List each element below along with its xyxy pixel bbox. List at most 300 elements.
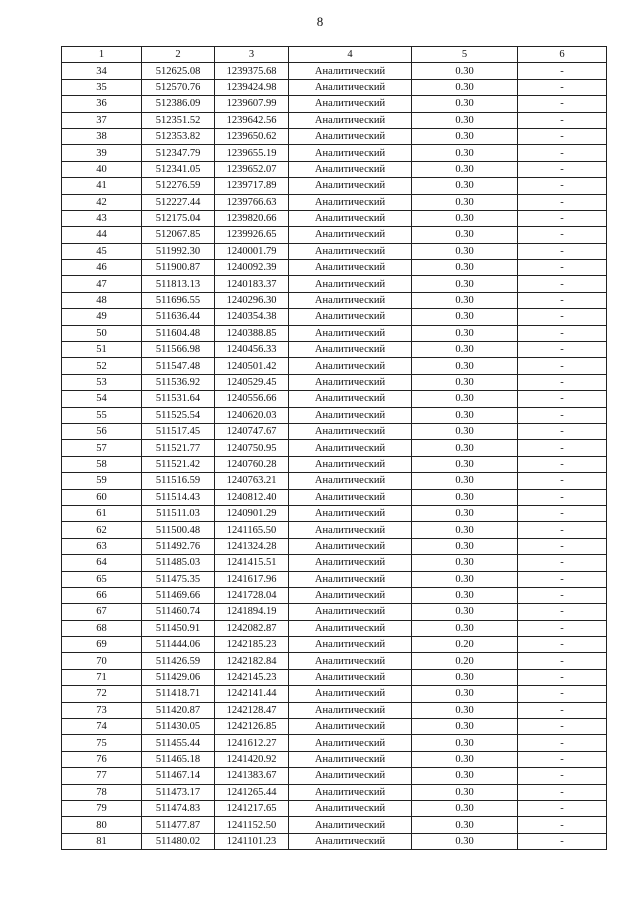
y-coordinate-cell: 1239375.68 xyxy=(215,63,289,79)
x-coordinate-cell: 511636.44 xyxy=(142,309,215,325)
x-coordinate-cell: 512175.04 xyxy=(142,210,215,226)
x-coordinate-cell: 511525.54 xyxy=(142,407,215,423)
method-cell: Аналитический xyxy=(289,571,412,587)
method-cell: Аналитический xyxy=(289,620,412,636)
table-row xyxy=(62,620,607,636)
table-row xyxy=(62,292,607,308)
y-coordinate-cell: 1240747.67 xyxy=(215,423,289,439)
y-coordinate-cell: 1240529.45 xyxy=(215,374,289,390)
point-number-cell: 38 xyxy=(62,128,142,144)
accuracy-cell: 0.30 xyxy=(412,128,518,144)
y-coordinate-cell: 1239655.19 xyxy=(215,145,289,161)
notes-cell: - xyxy=(518,79,607,95)
accuracy-cell: 0.30 xyxy=(412,391,518,407)
header-row xyxy=(62,47,607,63)
accuracy-cell: 0.30 xyxy=(412,112,518,128)
x-coordinate-cell: 511696.55 xyxy=(142,292,215,308)
y-coordinate-cell: 1241612.27 xyxy=(215,735,289,751)
notes-cell: - xyxy=(518,522,607,538)
accuracy-cell: 0.30 xyxy=(412,161,518,177)
y-coordinate-cell: 1242145.23 xyxy=(215,669,289,685)
method-cell: Аналитический xyxy=(289,505,412,521)
table-row xyxy=(62,112,607,128)
method-cell: Аналитический xyxy=(289,800,412,816)
table-row xyxy=(62,63,607,79)
notes-cell: - xyxy=(518,112,607,128)
point-number-cell: 39 xyxy=(62,145,142,161)
x-coordinate-cell: 511813.13 xyxy=(142,276,215,292)
accuracy-cell: 0.30 xyxy=(412,79,518,95)
table-row xyxy=(62,374,607,390)
accuracy-cell: 0.30 xyxy=(412,342,518,358)
x-coordinate-cell: 511477.87 xyxy=(142,817,215,833)
column-header-3: 3 xyxy=(215,47,289,63)
table-row xyxy=(62,604,607,620)
point-number-cell: 77 xyxy=(62,768,142,784)
accuracy-cell: 0.30 xyxy=(412,194,518,210)
point-number-cell: 53 xyxy=(62,374,142,390)
notes-cell: - xyxy=(518,374,607,390)
method-cell: Аналитический xyxy=(289,260,412,276)
method-cell: Аналитический xyxy=(289,751,412,767)
notes-cell: - xyxy=(518,210,607,226)
y-coordinate-cell: 1242141.44 xyxy=(215,686,289,702)
method-cell: Аналитический xyxy=(289,128,412,144)
y-coordinate-cell: 1239820.66 xyxy=(215,210,289,226)
notes-cell: - xyxy=(518,489,607,505)
y-coordinate-cell: 1240760.28 xyxy=(215,456,289,472)
table-row xyxy=(62,210,607,226)
notes-cell: - xyxy=(518,833,607,849)
accuracy-cell: 0.30 xyxy=(412,260,518,276)
method-cell: Аналитический xyxy=(289,784,412,800)
accuracy-cell: 0.20 xyxy=(412,653,518,669)
accuracy-cell: 0.30 xyxy=(412,784,518,800)
table-row xyxy=(62,784,607,800)
accuracy-cell: 0.30 xyxy=(412,669,518,685)
table-row xyxy=(62,751,607,767)
accuracy-cell: 0.30 xyxy=(412,292,518,308)
y-coordinate-cell: 1241324.28 xyxy=(215,538,289,554)
accuracy-cell: 0.30 xyxy=(412,538,518,554)
y-coordinate-cell: 1240750.95 xyxy=(215,440,289,456)
y-coordinate-cell: 1241383.67 xyxy=(215,768,289,784)
point-number-cell: 72 xyxy=(62,686,142,702)
notes-cell: - xyxy=(518,276,607,292)
column-header-2: 2 xyxy=(142,47,215,63)
accuracy-cell: 0.30 xyxy=(412,227,518,243)
notes-cell: - xyxy=(518,587,607,603)
method-cell: Аналитический xyxy=(289,423,412,439)
table-row xyxy=(62,243,607,259)
accuracy-cell: 0.30 xyxy=(412,440,518,456)
point-number-cell: 61 xyxy=(62,505,142,521)
accuracy-cell: 0.30 xyxy=(412,145,518,161)
accuracy-cell: 0.30 xyxy=(412,456,518,472)
y-coordinate-cell: 1241101.23 xyxy=(215,833,289,849)
x-coordinate-cell: 511604.48 xyxy=(142,325,215,341)
point-number-cell: 79 xyxy=(62,800,142,816)
method-cell: Аналитический xyxy=(289,473,412,489)
x-coordinate-cell: 511992.30 xyxy=(142,243,215,259)
x-coordinate-cell: 511531.64 xyxy=(142,391,215,407)
table-row xyxy=(62,227,607,243)
point-number-cell: 44 xyxy=(62,227,142,243)
column-header-1: 1 xyxy=(62,47,142,63)
table-row xyxy=(62,817,607,833)
point-number-cell: 81 xyxy=(62,833,142,849)
accuracy-cell: 0.30 xyxy=(412,407,518,423)
table-row xyxy=(62,145,607,161)
x-coordinate-cell: 511517.45 xyxy=(142,423,215,439)
x-coordinate-cell: 511420.87 xyxy=(142,702,215,718)
method-cell: Аналитический xyxy=(289,194,412,210)
table-row xyxy=(62,456,607,472)
notes-cell: - xyxy=(518,309,607,325)
notes-cell: - xyxy=(518,538,607,554)
point-number-cell: 69 xyxy=(62,637,142,653)
point-number-cell: 45 xyxy=(62,243,142,259)
notes-cell: - xyxy=(518,669,607,685)
accuracy-cell: 0.30 xyxy=(412,768,518,784)
accuracy-cell: 0.30 xyxy=(412,243,518,259)
point-number-cell: 43 xyxy=(62,210,142,226)
notes-cell: - xyxy=(518,391,607,407)
point-number-cell: 66 xyxy=(62,587,142,603)
column-header-5: 5 xyxy=(412,47,518,63)
y-coordinate-cell: 1239650.62 xyxy=(215,128,289,144)
point-number-cell: 71 xyxy=(62,669,142,685)
y-coordinate-cell: 1239652.07 xyxy=(215,161,289,177)
accuracy-cell: 0.30 xyxy=(412,817,518,833)
x-coordinate-cell: 512386.09 xyxy=(142,96,215,112)
table-row xyxy=(62,833,607,849)
table-row xyxy=(62,128,607,144)
x-coordinate-cell: 512341.05 xyxy=(142,161,215,177)
x-coordinate-cell: 511455.44 xyxy=(142,735,215,751)
table-row xyxy=(62,79,607,95)
point-number-cell: 37 xyxy=(62,112,142,128)
table-row xyxy=(62,96,607,112)
x-coordinate-cell: 511450.91 xyxy=(142,620,215,636)
y-coordinate-cell: 1241415.51 xyxy=(215,555,289,571)
notes-cell: - xyxy=(518,604,607,620)
notes-cell: - xyxy=(518,719,607,735)
x-coordinate-cell: 512347.79 xyxy=(142,145,215,161)
x-coordinate-cell: 511492.76 xyxy=(142,538,215,554)
y-coordinate-cell: 1240456.33 xyxy=(215,342,289,358)
x-coordinate-cell: 511418.71 xyxy=(142,686,215,702)
x-coordinate-cell: 512353.82 xyxy=(142,128,215,144)
notes-cell: - xyxy=(518,456,607,472)
notes-cell: - xyxy=(518,768,607,784)
method-cell: Аналитический xyxy=(289,96,412,112)
y-coordinate-cell: 1240354.38 xyxy=(215,309,289,325)
x-coordinate-cell: 512276.59 xyxy=(142,178,215,194)
accuracy-cell: 0.30 xyxy=(412,374,518,390)
table-row xyxy=(62,161,607,177)
x-coordinate-cell: 511516.59 xyxy=(142,473,215,489)
y-coordinate-cell: 1241420.92 xyxy=(215,751,289,767)
x-coordinate-cell: 512625.08 xyxy=(142,63,215,79)
x-coordinate-cell: 511514.43 xyxy=(142,489,215,505)
method-cell: Аналитический xyxy=(289,227,412,243)
point-number-cell: 65 xyxy=(62,571,142,587)
point-number-cell: 63 xyxy=(62,538,142,554)
y-coordinate-cell: 1241728.04 xyxy=(215,587,289,603)
point-number-cell: 60 xyxy=(62,489,142,505)
method-cell: Аналитический xyxy=(289,358,412,374)
x-coordinate-cell: 511500.48 xyxy=(142,522,215,538)
y-coordinate-cell: 1240556.66 xyxy=(215,391,289,407)
point-number-cell: 47 xyxy=(62,276,142,292)
point-number-cell: 64 xyxy=(62,555,142,571)
x-coordinate-cell: 511480.02 xyxy=(142,833,215,849)
table-row xyxy=(62,178,607,194)
x-coordinate-cell: 511475.35 xyxy=(142,571,215,587)
table-row xyxy=(62,325,607,341)
accuracy-cell: 0.30 xyxy=(412,473,518,489)
method-cell: Аналитический xyxy=(289,210,412,226)
notes-cell: - xyxy=(518,128,607,144)
x-coordinate-cell: 512067.85 xyxy=(142,227,215,243)
table-row xyxy=(62,669,607,685)
accuracy-cell: 0.30 xyxy=(412,686,518,702)
y-coordinate-cell: 1240901.29 xyxy=(215,505,289,521)
x-coordinate-cell: 511460.74 xyxy=(142,604,215,620)
method-cell: Аналитический xyxy=(289,456,412,472)
y-coordinate-cell: 1241265.44 xyxy=(215,784,289,800)
x-coordinate-cell: 511536.92 xyxy=(142,374,215,390)
table-row xyxy=(62,391,607,407)
accuracy-cell: 0.30 xyxy=(412,178,518,194)
y-coordinate-cell: 1240092.39 xyxy=(215,260,289,276)
table-row xyxy=(62,194,607,210)
table-row xyxy=(62,555,607,571)
y-coordinate-cell: 1240501.42 xyxy=(215,358,289,374)
notes-cell: - xyxy=(518,63,607,79)
accuracy-cell: 0.20 xyxy=(412,637,518,653)
point-number-cell: 59 xyxy=(62,473,142,489)
notes-cell: - xyxy=(518,161,607,177)
table-row xyxy=(62,260,607,276)
point-number-cell: 70 xyxy=(62,653,142,669)
table-row xyxy=(62,637,607,653)
table-row xyxy=(62,653,607,669)
method-cell: Аналитический xyxy=(289,555,412,571)
y-coordinate-cell: 1240812.40 xyxy=(215,489,289,505)
accuracy-cell: 0.30 xyxy=(412,719,518,735)
method-cell: Аналитический xyxy=(289,391,412,407)
table-row xyxy=(62,440,607,456)
y-coordinate-cell: 1239424.98 xyxy=(215,79,289,95)
y-coordinate-cell: 1239926.65 xyxy=(215,227,289,243)
table-row xyxy=(62,505,607,521)
x-coordinate-cell: 511511.03 xyxy=(142,505,215,521)
notes-cell: - xyxy=(518,178,607,194)
point-number-cell: 41 xyxy=(62,178,142,194)
accuracy-cell: 0.30 xyxy=(412,63,518,79)
column-header-4: 4 xyxy=(289,47,412,63)
method-cell: Аналитический xyxy=(289,489,412,505)
point-number-cell: 42 xyxy=(62,194,142,210)
notes-cell: - xyxy=(518,817,607,833)
table-header xyxy=(62,47,607,63)
table-row xyxy=(62,800,607,816)
point-number-cell: 58 xyxy=(62,456,142,472)
notes-cell: - xyxy=(518,735,607,751)
accuracy-cell: 0.30 xyxy=(412,210,518,226)
point-number-cell: 48 xyxy=(62,292,142,308)
column-header-6: 6 xyxy=(518,47,607,63)
y-coordinate-cell: 1239607.99 xyxy=(215,96,289,112)
table-row xyxy=(62,587,607,603)
y-coordinate-cell: 1240183.37 xyxy=(215,276,289,292)
y-coordinate-cell: 1240296.30 xyxy=(215,292,289,308)
y-coordinate-cell: 1241217.65 xyxy=(215,800,289,816)
table-row xyxy=(62,407,607,423)
accuracy-cell: 0.30 xyxy=(412,505,518,521)
notes-cell: - xyxy=(518,358,607,374)
method-cell: Аналитический xyxy=(289,407,412,423)
point-number-cell: 73 xyxy=(62,702,142,718)
point-number-cell: 52 xyxy=(62,358,142,374)
table-row xyxy=(62,538,607,554)
point-number-cell: 34 xyxy=(62,63,142,79)
point-number-cell: 57 xyxy=(62,440,142,456)
method-cell: Аналитический xyxy=(289,374,412,390)
point-number-cell: 46 xyxy=(62,260,142,276)
point-number-cell: 56 xyxy=(62,423,142,439)
method-cell: Аналитический xyxy=(289,686,412,702)
notes-cell: - xyxy=(518,423,607,439)
notes-cell: - xyxy=(518,473,607,489)
method-cell: Аналитический xyxy=(289,653,412,669)
y-coordinate-cell: 1242185.23 xyxy=(215,637,289,653)
method-cell: Аналитический xyxy=(289,735,412,751)
table-row xyxy=(62,358,607,374)
accuracy-cell: 0.30 xyxy=(412,751,518,767)
notes-cell: - xyxy=(518,751,607,767)
x-coordinate-cell: 512570.76 xyxy=(142,79,215,95)
method-cell: Аналитический xyxy=(289,702,412,718)
method-cell: Аналитический xyxy=(289,817,412,833)
page-number: 8 xyxy=(316,14,324,29)
y-coordinate-cell: 1241894.19 xyxy=(215,604,289,620)
y-coordinate-cell: 1241617.96 xyxy=(215,571,289,587)
table-row xyxy=(62,686,607,702)
method-cell: Аналитический xyxy=(289,833,412,849)
x-coordinate-cell: 511444.06 xyxy=(142,637,215,653)
y-coordinate-cell: 1240763.21 xyxy=(215,473,289,489)
point-number-cell: 40 xyxy=(62,161,142,177)
notes-cell: - xyxy=(518,292,607,308)
accuracy-cell: 0.30 xyxy=(412,96,518,112)
y-coordinate-cell: 1242126.85 xyxy=(215,719,289,735)
notes-cell: - xyxy=(518,440,607,456)
x-coordinate-cell: 511485.03 xyxy=(142,555,215,571)
x-coordinate-cell: 511566.98 xyxy=(142,342,215,358)
y-coordinate-cell: 1241152.50 xyxy=(215,817,289,833)
table-row xyxy=(62,571,607,587)
x-coordinate-cell: 511547.48 xyxy=(142,358,215,374)
point-number-cell: 49 xyxy=(62,309,142,325)
method-cell: Аналитический xyxy=(289,768,412,784)
y-coordinate-cell: 1239642.56 xyxy=(215,112,289,128)
x-coordinate-cell: 511521.77 xyxy=(142,440,215,456)
table-row xyxy=(62,423,607,439)
x-coordinate-cell: 512227.44 xyxy=(142,194,215,210)
method-cell: Аналитический xyxy=(289,112,412,128)
method-cell: Аналитический xyxy=(289,587,412,603)
y-coordinate-cell: 1242182.84 xyxy=(215,653,289,669)
table-row xyxy=(62,473,607,489)
method-cell: Аналитический xyxy=(289,440,412,456)
method-cell: Аналитический xyxy=(289,538,412,554)
x-coordinate-cell: 511429.06 xyxy=(142,669,215,685)
table-row xyxy=(62,489,607,505)
x-coordinate-cell: 511900.87 xyxy=(142,260,215,276)
y-coordinate-cell: 1242128.47 xyxy=(215,702,289,718)
notes-cell: - xyxy=(518,784,607,800)
x-coordinate-cell: 511426.59 xyxy=(142,653,215,669)
method-cell: Аналитический xyxy=(289,161,412,177)
accuracy-cell: 0.30 xyxy=(412,620,518,636)
accuracy-cell: 0.30 xyxy=(412,276,518,292)
accuracy-cell: 0.30 xyxy=(412,833,518,849)
method-cell: Аналитический xyxy=(289,292,412,308)
notes-cell: - xyxy=(518,800,607,816)
notes-cell: - xyxy=(518,260,607,276)
point-number-cell: 76 xyxy=(62,751,142,767)
notes-cell: - xyxy=(518,653,607,669)
method-cell: Аналитический xyxy=(289,276,412,292)
notes-cell: - xyxy=(518,686,607,702)
point-number-cell: 67 xyxy=(62,604,142,620)
notes-cell: - xyxy=(518,407,607,423)
notes-cell: - xyxy=(518,571,607,587)
method-cell: Аналитический xyxy=(289,325,412,341)
accuracy-cell: 0.30 xyxy=(412,489,518,505)
table-row xyxy=(62,719,607,735)
method-cell: Аналитический xyxy=(289,522,412,538)
y-coordinate-cell: 1241165.50 xyxy=(215,522,289,538)
x-coordinate-cell: 511521.42 xyxy=(142,456,215,472)
notes-cell: - xyxy=(518,342,607,358)
y-coordinate-cell: 1240620.03 xyxy=(215,407,289,423)
point-number-cell: 35 xyxy=(62,79,142,95)
point-number-cell: 68 xyxy=(62,620,142,636)
accuracy-cell: 0.30 xyxy=(412,702,518,718)
notes-cell: - xyxy=(518,227,607,243)
point-number-cell: 54 xyxy=(62,391,142,407)
notes-cell: - xyxy=(518,555,607,571)
table-row xyxy=(62,309,607,325)
point-number-cell: 55 xyxy=(62,407,142,423)
point-number-cell: 50 xyxy=(62,325,142,341)
table-row xyxy=(62,522,607,538)
method-cell: Аналитический xyxy=(289,79,412,95)
x-coordinate-cell: 511465.18 xyxy=(142,751,215,767)
y-coordinate-cell: 1240001.79 xyxy=(215,243,289,259)
notes-cell: - xyxy=(518,194,607,210)
method-cell: Аналитический xyxy=(289,243,412,259)
x-coordinate-cell: 511467.14 xyxy=(142,768,215,784)
method-cell: Аналитический xyxy=(289,669,412,685)
accuracy-cell: 0.30 xyxy=(412,522,518,538)
notes-cell: - xyxy=(518,637,607,653)
accuracy-cell: 0.30 xyxy=(412,325,518,341)
